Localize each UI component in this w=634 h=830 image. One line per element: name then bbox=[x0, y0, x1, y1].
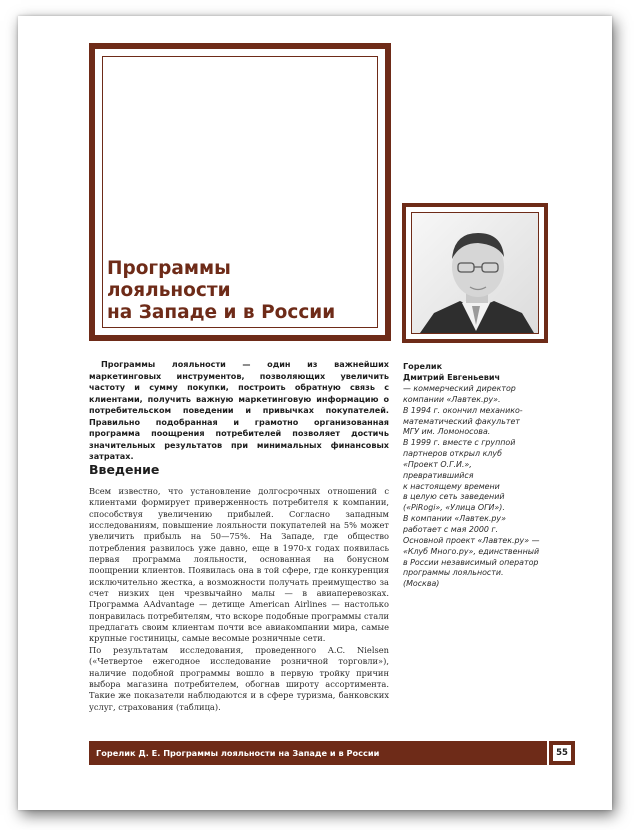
body-paragraph: Всем известно, что установление долгосрочных отношений с клиентами формирует приверженность потребителя к компании, способствуя увеличению прибылей. Согласно западным исследованиям, повышение лояльности покупателей на 5% может увеличить прибыль на 50—75%. На Западе, где общество потребления развилось уже давно, еще в 1970-х годах появилась первая программа лояльности, основанная на бонусном поощрении клиентов. Появилась она в той сфере, где конкуренция исключительно жестка, а возможности получать преимущество за счет низких цен чрезвычайно малы — в авиаперевозках. Программа AAdvantage — детище American Airlines — настолько понравилась потребителям, что вскоре подобные программы стали предлагать своим клиентам почти все авиакомпании мира, самые крупные гостиницы, самые весомые розничные сети. bbox=[89, 486, 389, 644]
author-photo bbox=[411, 212, 539, 334]
portrait-photo-icon bbox=[412, 213, 538, 333]
section-heading: Введение bbox=[89, 462, 160, 477]
article-body bbox=[89, 486, 389, 713]
page-number: 55 bbox=[552, 744, 572, 762]
running-footer: Горелик Д. Е. Программы лояльности на Западе и в России bbox=[89, 741, 547, 765]
article-lead: Программы лояльности — один из важнейших маркетинговых инструментов, позволяющих увеличить частоту и сумму покупки, построить обратную связь с клиентами, получить важную маркетинговую информацию о потребительском поведении и привычках покупателей. Правильно подобранная и грамотно организованная программа поощрения потребителей позволяет достичь значительных результатов при минимальных финансовых затратах. bbox=[89, 359, 389, 461]
body-paragraph: По результатам исследования, проведенного A.C. Nielsen («Четвертое ежегодное исследование розничной торговли»), наличие подобной программы вошло в первую тройку причин выбора магазина потребителем, обогнав широту ассортимента. Такие же показатели наблюдаются и в сфере туризма, банковских услуг, страхования (таблица). bbox=[89, 644, 389, 712]
author-photo-frame bbox=[402, 203, 548, 343]
author-name: Горелик Дмитрий Евгеньевич bbox=[403, 361, 501, 382]
author-bio: — коммерческий директор компании «Лавтек.ру». В 1994 г. окончил механико- математический факультет МГУ им. Ломоносова. В 1999 г. вместе с группой партнеров открыл клуб «Проект О.Г.И.», превратившийся к настоящему времени в целую сеть заведений («PiRogi», «Улица ОГИ»). В компании «Лавтек.ру» работает с мая 2000 г. Основной проект «Лавтек.ру» — «Клуб Много.ру», единственный в России независимый оператор программы лояльности. (Москва) bbox=[403, 384, 540, 589]
article-title: Программы лояльности на Западе и в России bbox=[107, 258, 336, 323]
page-number-badge bbox=[549, 741, 575, 765]
